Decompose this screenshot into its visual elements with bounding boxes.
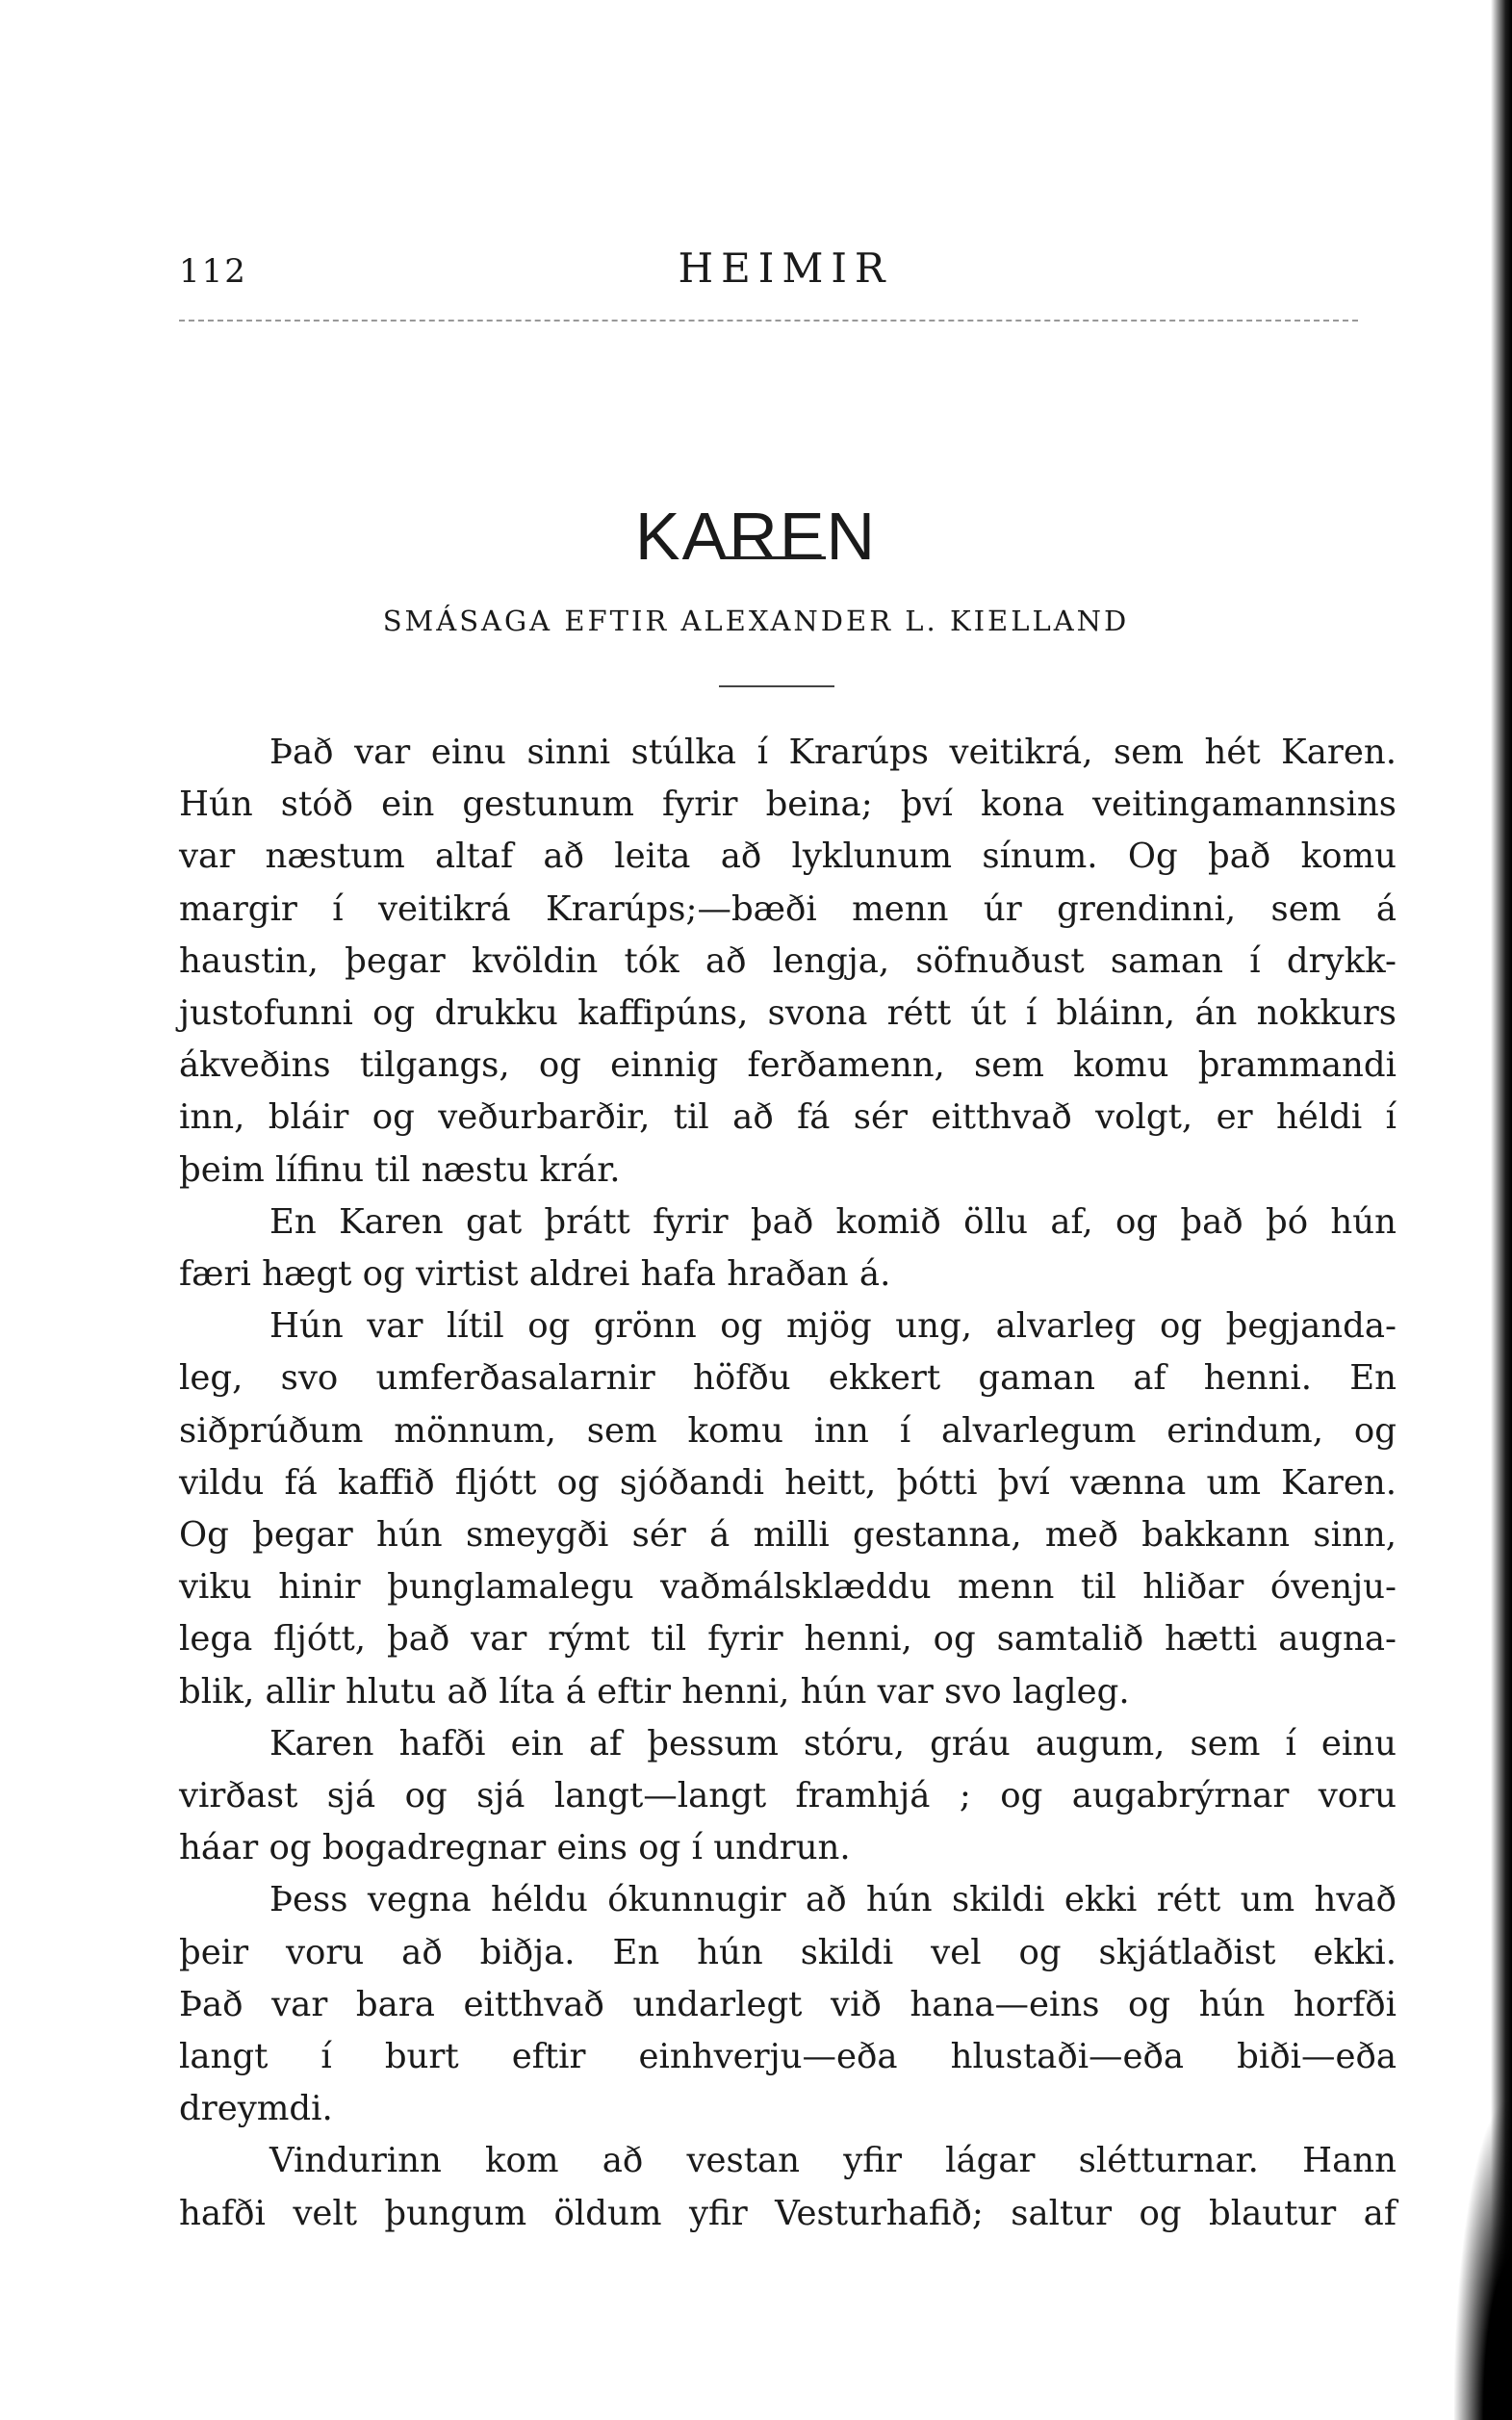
text-line: Hún var lítil og grönn og mjög ung, alvarleg og þegjanda-	[269, 1306, 1397, 1347]
story-title: KAREN	[634, 498, 878, 574]
paragraph	[179, 1718, 1397, 1875]
text-line: Hún stóð ein gestunum fyrir beina; því kona veitingamannsins	[179, 785, 1397, 825]
text-line: háar og bogadregnar eins og í undrun.	[179, 1828, 851, 1868]
text-line: blik, allir hlutu að líta á eftir henni, hún var svo lagleg.	[179, 1671, 1130, 1712]
text-line: En Karen gat þrátt fyrir það komið öllu af, og það þó hún	[269, 1201, 1397, 1242]
text-line: virðast sjá og sjá langt—langt framhjá ; og augabrýrnar voru	[179, 1776, 1397, 1816]
text-line: dreymdi.	[179, 2089, 333, 2129]
running-head	[179, 245, 1392, 300]
journal-title: HEIMIR	[678, 245, 893, 292]
byline-divider	[719, 685, 834, 687]
text-line: vildu fá kaffið fljótt og sjóðandi heitt, þótti því vænna um Karen.	[179, 1462, 1397, 1503]
paragraph	[179, 1197, 1397, 1300]
text-line: hafði velt þungum öldum yfir Vesturhafið; saltur og blautur af	[179, 2193, 1397, 2233]
text-line: Og þegar hún smeygði sér á milli gestanna, með bakkann sinn,	[179, 1515, 1397, 1556]
text-line: lega fljótt, það var rýmt til fyrir henni, og samtalið hætti augna-	[179, 1619, 1397, 1660]
text-line: leg, svo umferðasalarnir höfðu ekkert gaman af henni. En	[179, 1358, 1397, 1399]
text-line: haustin, þegar kvöldin tók að lengja, söfnuðust saman í drykk-	[179, 940, 1397, 981]
text-line: þeim lífinu til næstu krár.	[179, 1149, 621, 1190]
page-corner-shadow	[1454, 2102, 1512, 2420]
text-line: siðprúðum mönnum, sem komu inn í alvarlegum erindum, og	[179, 1410, 1397, 1451]
story-byline: SMÁSAGA EFTIR ALEXANDER L. KIELLAND	[382, 605, 1130, 637]
paragraph	[179, 1300, 1397, 1718]
text-line: ákveðins tilgangs, og einnig ferðamenn, sem komu þrammandi	[179, 1045, 1397, 1086]
page-spine-shadow	[1491, 0, 1512, 2420]
text-line: Þess vegna héldu ókunnugir að hún skildi ekki rétt um hvað	[269, 1880, 1397, 1920]
text-line: justofunni og drukku kaffipúns, svona rétt út í bláinn, án nokkurs	[179, 993, 1397, 1034]
paragraph	[179, 727, 1397, 1197]
story-body	[179, 727, 1397, 2240]
text-line: Karen hafði ein af þessum stóru, gráu augum, sem í einu	[269, 1723, 1397, 1764]
text-line: langt í burt eftir einhverju—eða hlustaði—eða biði—eða	[179, 2037, 1397, 2077]
header-divider	[179, 320, 1358, 322]
text-line: þeir voru að biðja. En hún skildi vel og skjátlaðist ekki.	[179, 1932, 1397, 1972]
text-line: Það var bara eitthvað undarlegt við hana—eins og hún horfði	[179, 1984, 1397, 2024]
text-line: viku hinir þunglamalegu vaðmálsklæddu menn til hliðar óvenju-	[179, 1567, 1397, 1608]
text-line: Það var einu sinni stúlka í Krarúps veitikrá, sem hét Karen.	[269, 733, 1397, 772]
paragraph	[179, 2135, 1397, 2239]
title-divider	[724, 556, 826, 559]
text-line: margir í veitikrá Krarúps;—bæði menn úr grendinni, sem á	[179, 888, 1397, 929]
text-line: færi hægt og virtist aldrei hafa hraðan á.	[179, 1254, 891, 1295]
paragraph	[179, 1874, 1397, 2135]
text-line: inn, bláir og veðurbarðir, til að fá sér eitthvað volgt, er héldi í	[179, 1097, 1397, 1138]
page-number: 112	[179, 252, 247, 291]
text-line: var næstum altaf að leita að lyklunum sínum. Og það komu	[179, 837, 1397, 877]
text-line: Vindurinn kom að vestan yfir lágar slétturnar. Hann	[269, 2141, 1397, 2181]
